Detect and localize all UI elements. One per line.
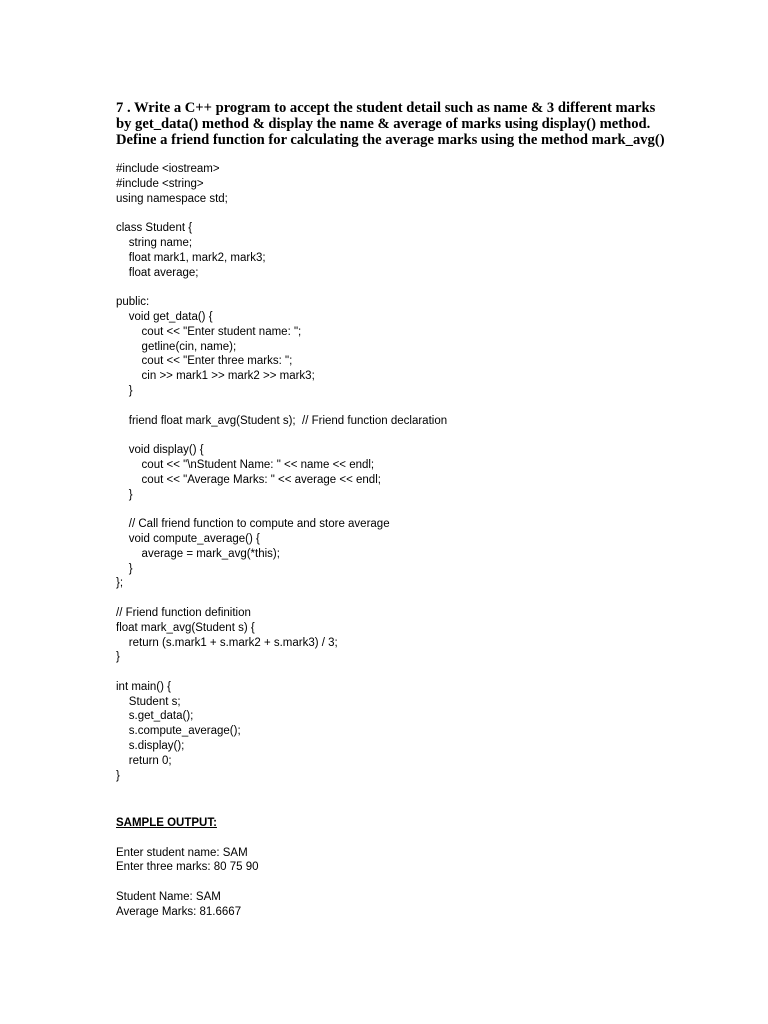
code-line: cout << "Enter student name: "; <box>116 325 302 338</box>
code-line: #include <string> <box>116 177 204 190</box>
output-line: Average Marks: 81.6667 <box>116 905 242 918</box>
code-line <box>116 591 716 606</box>
code-line <box>116 428 716 443</box>
code-line: } <box>116 562 133 575</box>
code-line: #include <iostream> <box>116 163 220 175</box>
code-line: Student s; <box>116 695 181 708</box>
sample-output <box>116 816 716 920</box>
code-line: public: <box>116 296 150 309</box>
code-line <box>116 502 716 517</box>
code-line: getline(cin, name); <box>116 340 237 353</box>
code-line: // Friend function definition <box>116 606 251 619</box>
code-line <box>116 280 716 295</box>
code-line: } <box>116 488 133 501</box>
code-line: cout << "Average Marks: " << average << endl; <box>116 473 381 486</box>
code-line: class Student { <box>116 222 193 235</box>
question-line: Define a friend function for calculating the average marks using the method mark_avg() <box>116 132 665 148</box>
code-listing <box>116 162 716 783</box>
code-line: int main() { <box>116 680 171 693</box>
code-line: float mark1, mark2, mark3; <box>116 251 266 264</box>
code-line: friend float mark_avg(Student s); // Friend function declaration <box>116 414 448 427</box>
code-line: s.display(); <box>116 740 185 753</box>
code-line <box>116 206 716 221</box>
question-line: 7 . Write a C++ program to accept the student detail such as name & 3 different marks <box>116 100 656 116</box>
code-line: float mark_avg(Student s) { <box>116 621 255 634</box>
output-line: Student Name: SAM <box>116 890 221 903</box>
code-line: return 0; <box>116 754 172 767</box>
code-line: } <box>116 384 133 397</box>
code-line <box>116 399 716 414</box>
code-line: float average; <box>116 266 199 279</box>
code-line: }; <box>116 577 124 590</box>
code-line: using namespace std; <box>116 192 228 205</box>
code-line: cout << "Enter three marks: "; <box>116 355 293 368</box>
code-line: s.get_data(); <box>116 710 194 723</box>
code-line: cout << "\nStudent Name: " << name << endl; <box>116 458 375 471</box>
sample-output-heading: SAMPLE OUTPUT: <box>116 817 217 829</box>
output-line: Enter three marks: 80 75 90 <box>116 861 259 874</box>
code-line: } <box>116 651 120 664</box>
output-line <box>116 831 716 846</box>
code-line: } <box>116 769 120 782</box>
code-line: void compute_average() { <box>116 532 260 545</box>
code-line: average = mark_avg(*this); <box>116 547 280 560</box>
code-line: s.compute_average(); <box>116 725 241 738</box>
code-line: string name; <box>116 236 193 249</box>
code-line: return (s.mark1 + s.mark2 + s.mark3) / 3; <box>116 636 338 649</box>
question-text <box>116 100 716 148</box>
code-line: void display() { <box>116 444 204 457</box>
code-line <box>116 665 716 680</box>
question-line: by get_data() method & display the name & average of marks using display() method. <box>116 116 651 132</box>
code-line: void get_data() { <box>116 310 213 323</box>
code-line: // Call friend function to compute and store average <box>116 518 390 531</box>
code-line: cin >> mark1 >> mark2 >> mark3; <box>116 370 315 383</box>
output-line <box>116 875 716 890</box>
output-line: Enter student name: SAM <box>116 846 248 859</box>
